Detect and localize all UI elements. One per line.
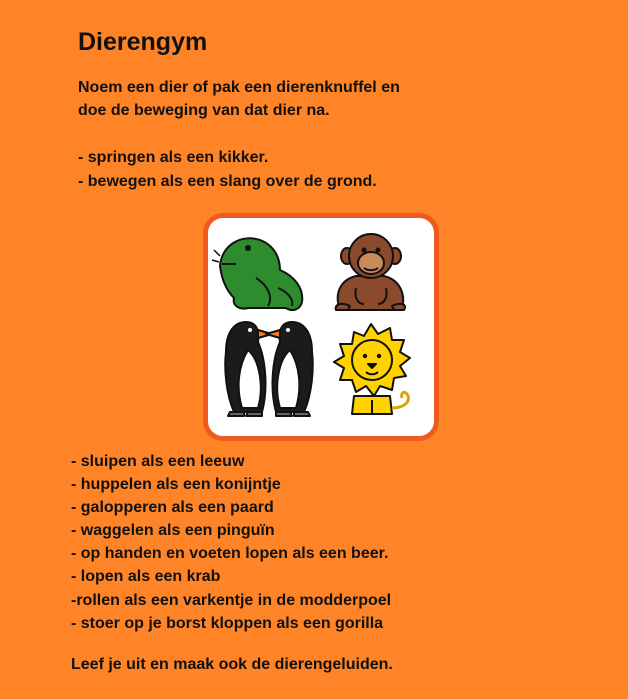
movement-list-top [78,146,377,194]
page-title: Dierengym [78,28,208,56]
intro-line: Noem een dier of pak een dierenknuffel en [78,79,400,96]
list-item: - stoer op je borst kloppen als een gorilla [71,614,384,632]
list-item: - huppelen als een konijntje [71,476,281,494]
movement-list-bottom [71,450,391,635]
lion-icon [334,324,410,414]
intro-text [78,76,400,122]
monkey-icon [336,234,405,310]
list-item: - bewegen als een slang over de grond. [78,173,377,190]
penguins-icon [225,322,312,416]
list-item: - lopen als een krab [71,568,221,586]
list-item: - waggelen als een pinguïn [71,522,275,540]
list-item: - op handen en voeten lopen als een beer. [71,545,389,563]
closing-text: Leef je uit en maak ook de dierengeluiden. [71,656,393,673]
list-item: - sluipen als een leeuw [71,453,245,470]
intro-line: doe de beweging van dat dier na. [78,102,330,119]
frog-icon [212,238,302,310]
animals-illustration [203,213,439,441]
list-item: - springen als een kikker. [78,149,269,166]
list-item: -rollen als een varkentje in de modderpoel [71,591,392,609]
list-item: - galopperen als een paard [71,499,274,517]
